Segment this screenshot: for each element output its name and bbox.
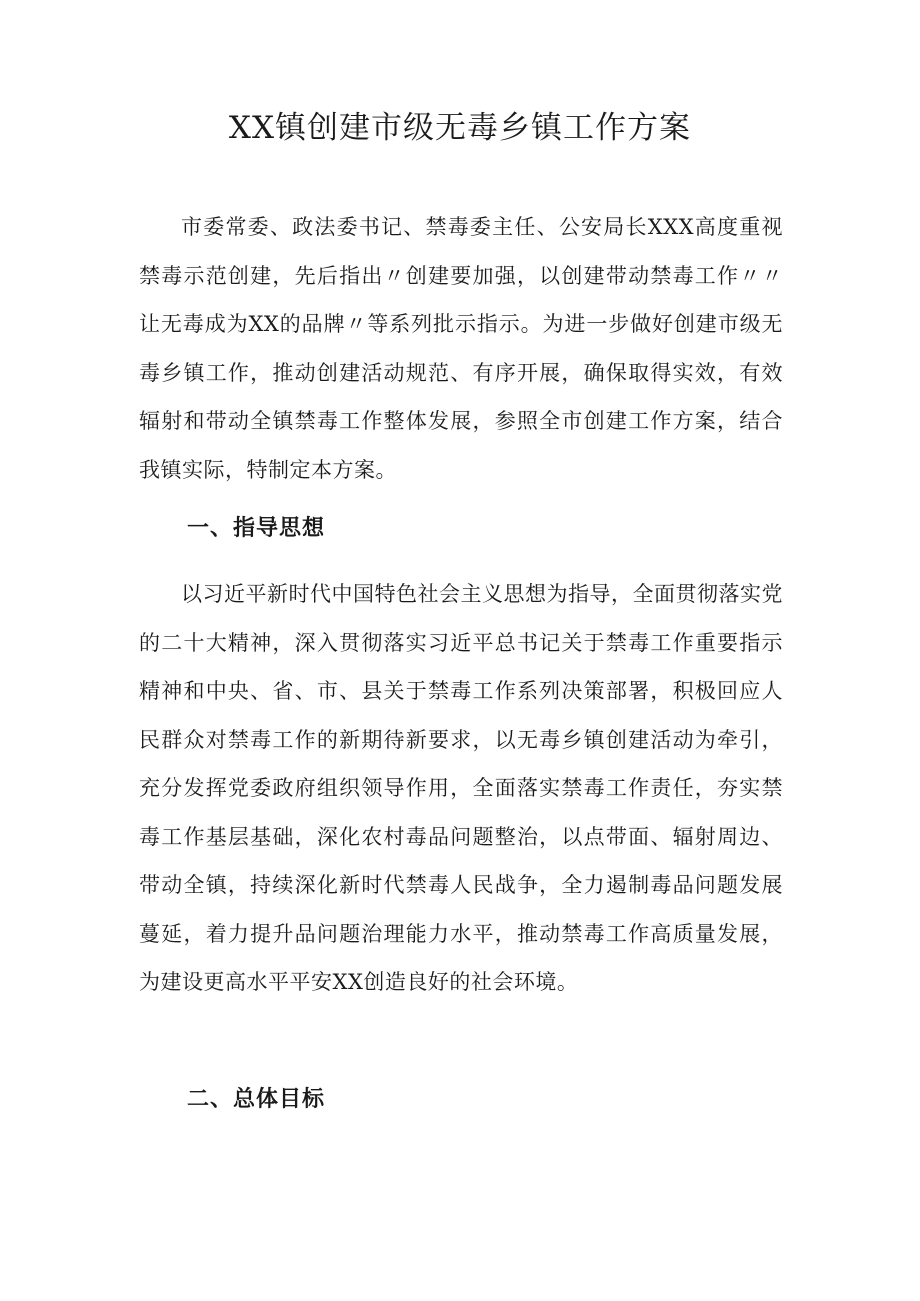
intro-paragraph: 市委常委、政法委书记、禁毒委主任、公安局长XXX高度重视禁毒示范创建，先后指出〃创建要加强，以创建带动禁毒工作〃〃让无毒成为XX的品牌〃等系列批示指示。为进一步做好创建市级无毒乡镇工作，推动创建活动规范、有序开展，确保取得实效，有效辐射和带动全镇禁毒工作整体发展，参照全市创建工作方案，结合我镇实际，特制定本方案。	[139, 215, 783, 482]
section-heading-overall-goal: 二、总体目标	[187, 1087, 326, 1112]
section-heading-guiding-ideology: 一、指导思想	[187, 516, 326, 541]
document-title: XX镇创建市级无毒乡镇工作方案	[228, 110, 692, 146]
guiding-ideology-paragraph: 以习近平新时代中国特色社会主义思想为指导，全面贯彻落实党的二十大精神，深入贯彻落实习近平总书记关于禁毒工作重要指示精神和中央、省、市、县关于禁毒工作系列决策部署，积极回应人民群众对禁毒工作的新期待新要求，以无毒乡镇创建活动为牵引，充分发挥党委政府组织领导作用，全面落实禁毒工作责任，夯实禁毒工作基层基础，深化农村毒品问题整治，以点带面、辐射周边、带动全镇，持续深化新时代禁毒人民战争，全力遏制毒品问题发展蔓延，着力提升品问题治理能力水平，推动禁毒工作高质量发展，为建设更高水平平安XX创造良好的社会环境。	[139, 582, 783, 994]
